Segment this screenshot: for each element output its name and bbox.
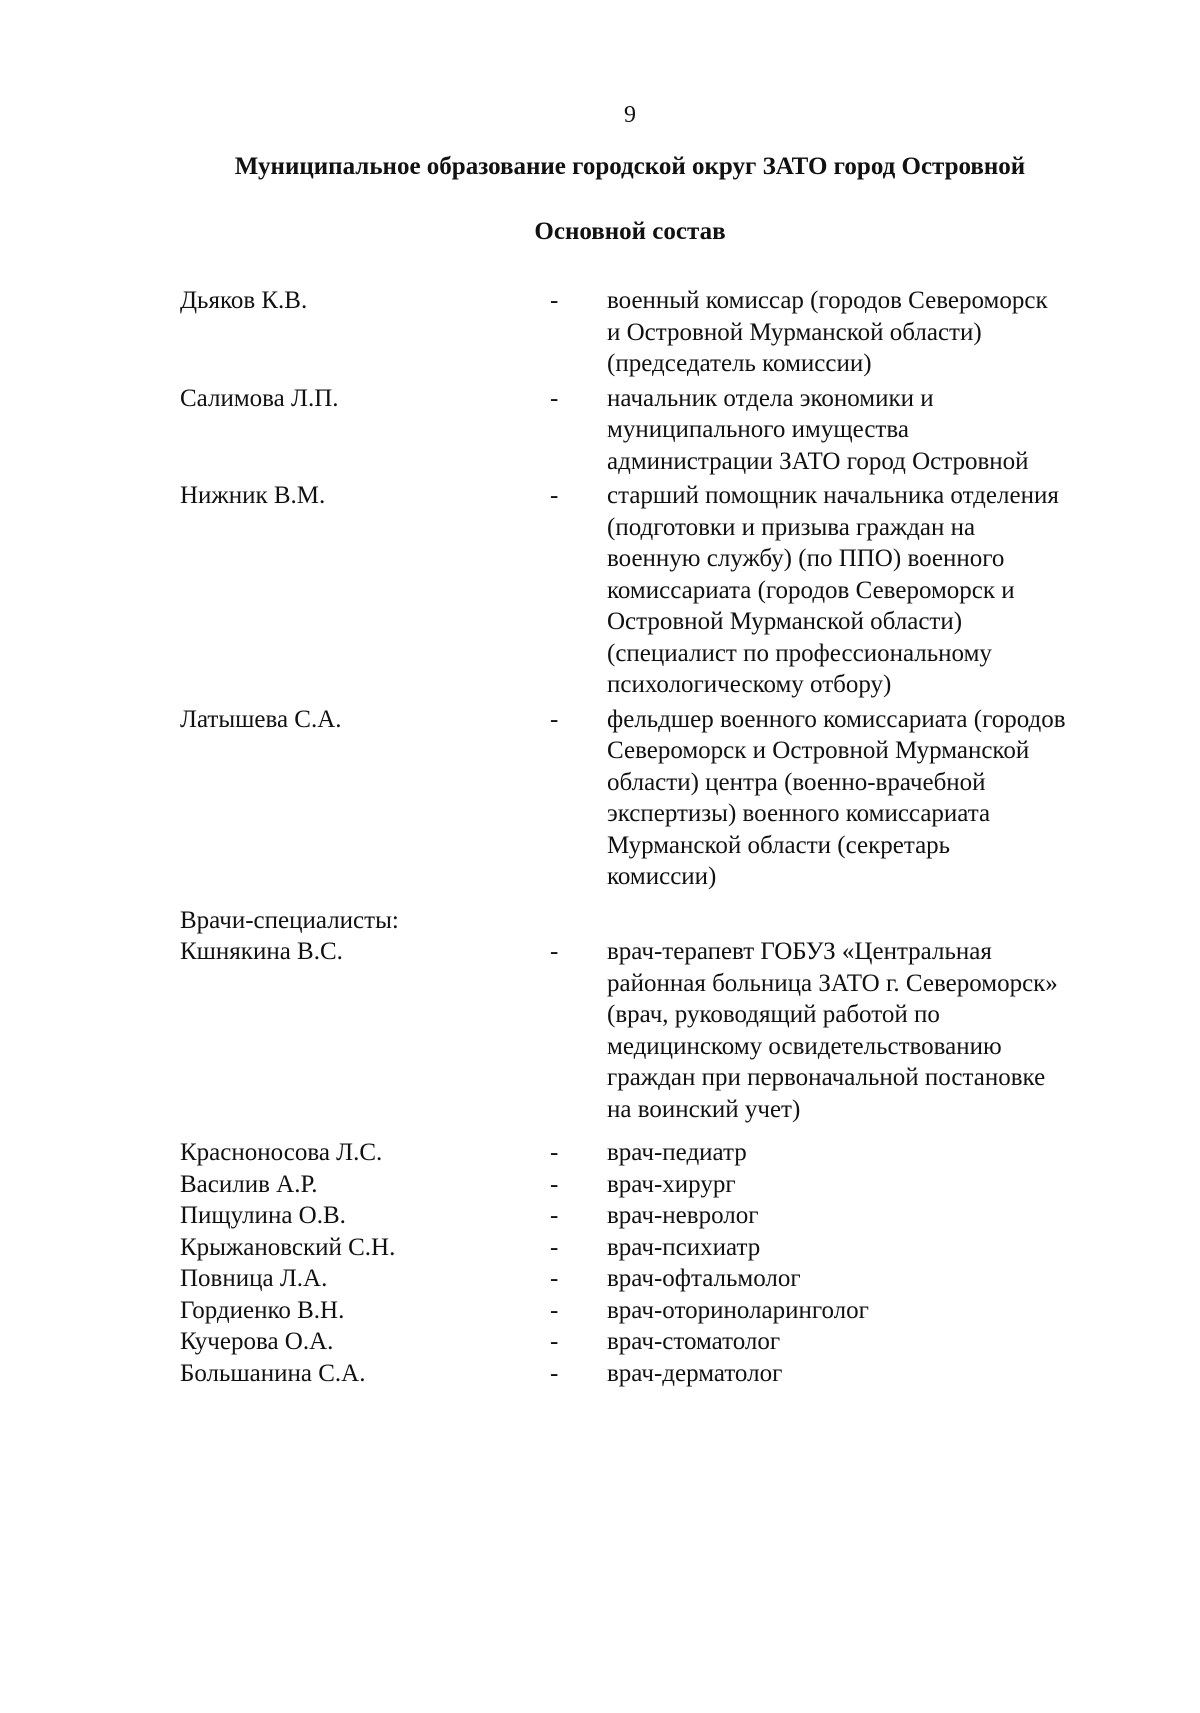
role-line: на воинский учет) [607, 1095, 801, 1123]
role-line: врач-офтальмолог [607, 1265, 801, 1292]
role-line: Североморск и Островной Мурманской [607, 737, 1030, 764]
role-line: врач-хирург [607, 1170, 736, 1198]
member-row [180, 1263, 1120, 1295]
dash-separator: - [550, 938, 559, 965]
main-members-list [180, 285, 1120, 893]
role-line: военный комиссар (городов Североморск [607, 287, 1048, 314]
member-role [607, 285, 1107, 380]
member-role [607, 1358, 1107, 1390]
member-name: Нижник В.М. [180, 482, 326, 509]
role-line: начальник отдела экономики и [607, 384, 934, 412]
role-line: экспертизы) военного комиссариата [607, 800, 991, 827]
role-line: (председатель комиссии) [607, 350, 872, 377]
page-number: 9 [624, 102, 636, 128]
dash-separator: - [550, 1202, 559, 1229]
dash-separator: - [550, 384, 559, 412]
member-name: Красноносова Л.С. [180, 1139, 383, 1166]
document-title: Муниципальное образование городской округ ЗАТО город Островной [234, 153, 1026, 180]
role-line: медицинскому освидетельствованию [607, 1032, 1002, 1060]
member-row [180, 1232, 1120, 1264]
member-row [180, 1200, 1120, 1232]
member-name: Латышева С.А. [180, 705, 342, 733]
role-line: администрации ЗАТО город Островной [607, 447, 1029, 475]
dash-separator: - [550, 1170, 559, 1198]
member-role [607, 383, 1107, 478]
dash-separator: - [550, 1265, 559, 1292]
role-line: комиссариата (городов Североморск и [607, 576, 1015, 604]
member-name: Крыжановский С.Н. [180, 1233, 396, 1261]
role-line: фельдшер военного комиссариата (городов [607, 705, 1066, 733]
member-name: Пищулина О.В. [180, 1202, 346, 1229]
member-name: Большанина С.А. [180, 1359, 366, 1387]
dash-separator: - [550, 1139, 559, 1166]
role-line: комиссии) [607, 863, 717, 890]
dash-separator: - [550, 1359, 559, 1387]
dash-separator: - [550, 1296, 559, 1324]
role-line: врач-невролог [607, 1202, 759, 1229]
role-line: врач-стоматолог [607, 1328, 781, 1355]
member-role [607, 1326, 1107, 1358]
member-row [180, 936, 1120, 1125]
member-row [180, 704, 1120, 893]
dash-separator: - [550, 287, 559, 314]
member-role [607, 1295, 1107, 1327]
specialists-list [180, 936, 1120, 1389]
member-row [180, 285, 1120, 380]
specialists-label: Врачи-специалисты: [180, 906, 399, 934]
member-role [607, 1232, 1107, 1264]
role-line: и Островной Мурманской области) [607, 318, 982, 346]
section-subtitle: Основной состав [534, 218, 726, 245]
role-line: врач-психиатр [607, 1233, 761, 1261]
member-role [607, 704, 1107, 893]
commission-members [180, 285, 1120, 1389]
role-line: граждан при первоначальной постановке [607, 1064, 1046, 1091]
role-line: районная больница ЗАТО г. Североморск» [607, 969, 1058, 997]
role-line: Островной Мурманской области) [607, 608, 963, 635]
member-row [180, 1326, 1120, 1358]
dash-separator: - [550, 1328, 559, 1355]
role-line: психологическому отбору) [607, 671, 892, 698]
member-role [607, 1263, 1107, 1295]
dash-separator: - [550, 482, 559, 509]
dash-separator: - [550, 1233, 559, 1261]
role-line: муниципального имущества [607, 416, 909, 443]
role-line: старший помощник начальника отделения [607, 482, 1059, 509]
member-row [180, 1295, 1120, 1327]
member-row [180, 480, 1120, 701]
member-name: Салимова Л.П. [180, 384, 339, 412]
member-row [180, 1137, 1120, 1169]
member-role [607, 1200, 1107, 1232]
role-line: (специалист по профессиональному [607, 639, 992, 667]
dash-separator: - [550, 705, 559, 733]
member-name: Кучерова О.А. [180, 1328, 334, 1355]
member-row [180, 1358, 1120, 1390]
role-line: врач-дерматолог [607, 1359, 783, 1387]
role-line: области) центра (военно-врачебной [607, 768, 986, 796]
member-name: Кшнякина В.С. [180, 938, 343, 965]
role-line: врач-терапевт ГОБУЗ «Центральная [607, 938, 992, 965]
role-line: (врач, руководящий работой по [607, 1001, 940, 1028]
member-name: Василив А.Р. [180, 1170, 318, 1198]
role-line: врач-оториноларинголог [607, 1296, 869, 1324]
role-line: врач-педиатр [607, 1139, 747, 1166]
member-role [607, 480, 1107, 701]
member-name: Повница Л.А. [180, 1265, 328, 1292]
member-row [180, 383, 1120, 478]
member-role [607, 1137, 1107, 1169]
member-name: Гордиенко В.Н. [180, 1296, 345, 1324]
member-row [180, 1169, 1120, 1201]
role-line: Мурманской области (секретарь [607, 831, 951, 859]
member-role [607, 936, 1107, 1125]
role-line: военную службу) (по ППО) военного [607, 545, 1005, 572]
member-role [607, 1169, 1107, 1201]
member-name: Дьяков К.В. [180, 287, 308, 314]
role-line: (подготовки и призыва граждан на [607, 513, 976, 541]
